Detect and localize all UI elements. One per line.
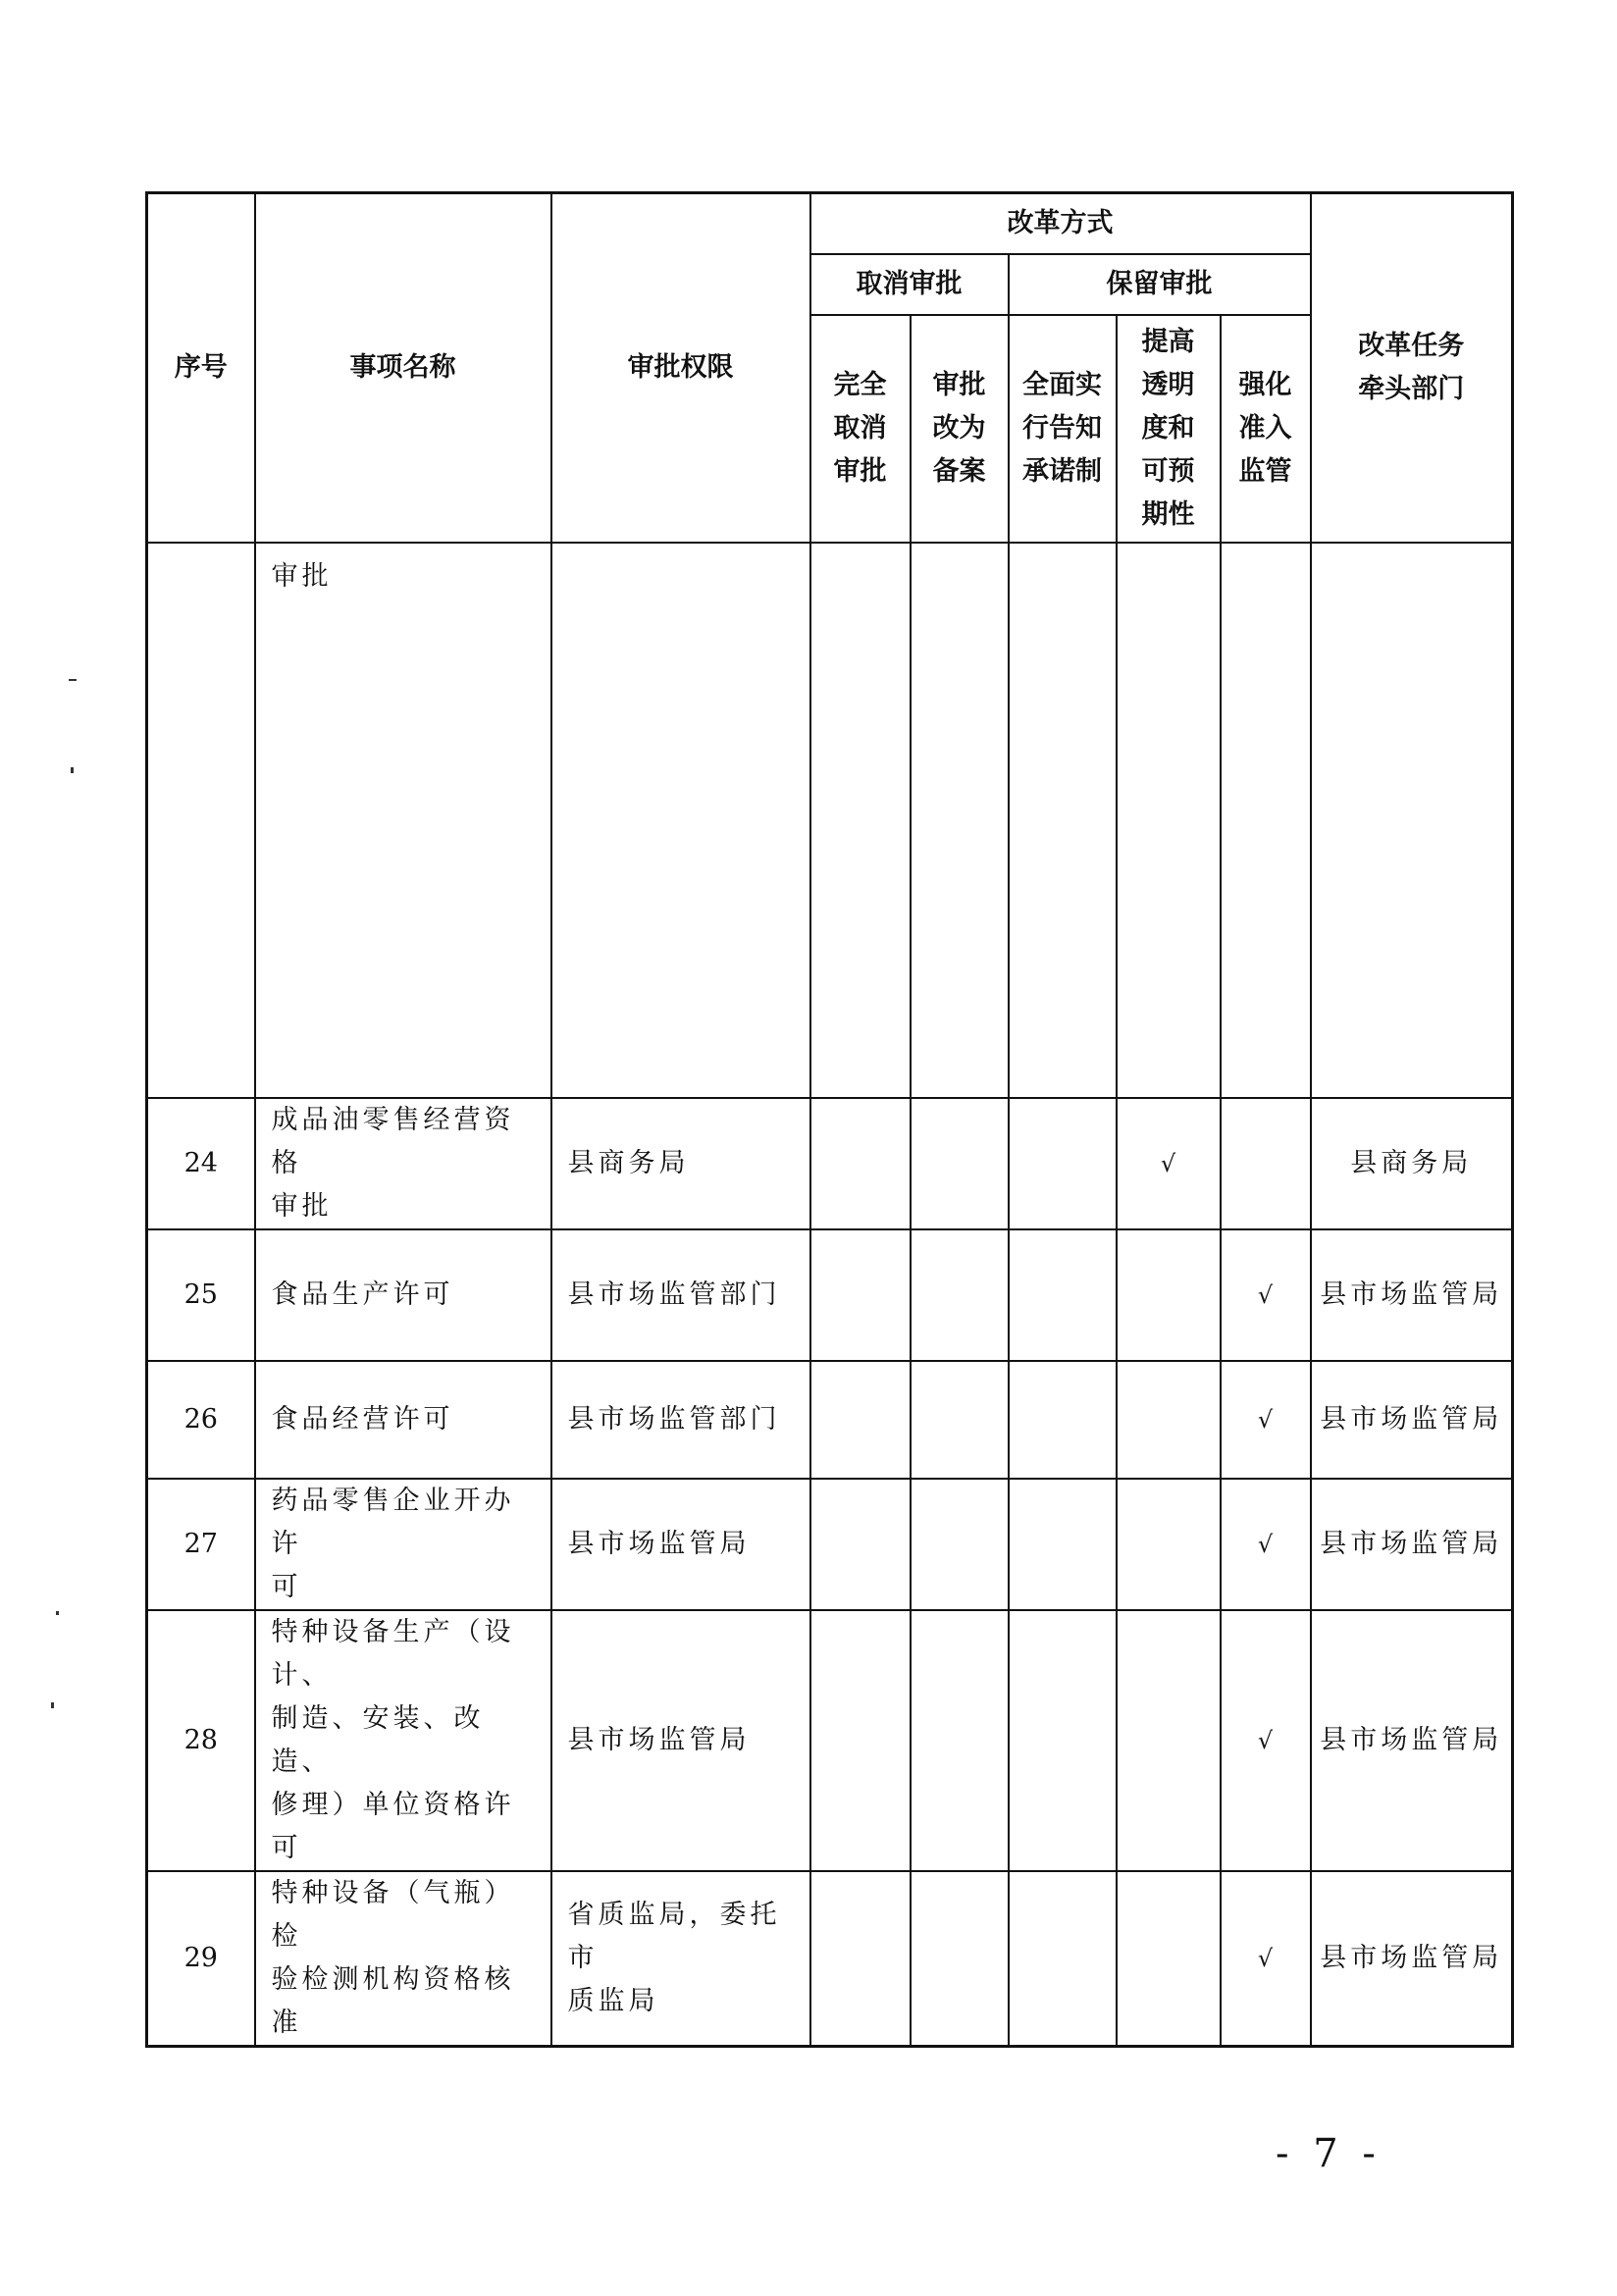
page-number: - 7 - xyxy=(1276,2131,1382,2176)
cell-item-name: 审批 xyxy=(255,543,551,1098)
authority-line: 省质监局，委托市 xyxy=(567,1899,781,1973)
cell-check xyxy=(810,1361,911,1479)
table-row xyxy=(147,1610,1513,1871)
item-name-line: 审批 xyxy=(271,1190,333,1222)
cell-authority xyxy=(551,1098,810,1229)
cell-seq: 25 xyxy=(147,1229,255,1361)
table-row xyxy=(147,1361,1513,1479)
header-lead-dept xyxy=(1311,193,1513,543)
cell-check xyxy=(1117,1361,1221,1479)
header-notification xyxy=(1009,315,1117,543)
header-line: 全面实 xyxy=(1022,369,1102,400)
authority-line: 质监局 xyxy=(567,1985,659,2016)
table-row xyxy=(147,1871,1513,2047)
header-full-cancel xyxy=(810,315,911,543)
cell-check xyxy=(810,1610,911,1871)
cell-item-name xyxy=(255,1479,551,1610)
scan-speck xyxy=(71,767,74,773)
cell-lead-dept: 县市场监管局 xyxy=(1311,1229,1513,1361)
cell-check xyxy=(1221,1098,1311,1229)
item-name-line: 药品零售企业开办许 xyxy=(271,1485,515,1559)
table-row xyxy=(147,1229,1513,1361)
header-line: 准入 xyxy=(1238,412,1292,444)
header-line: 可预 xyxy=(1141,455,1195,487)
cell-seq: 24 xyxy=(147,1098,255,1229)
header-line: 度和 xyxy=(1141,412,1195,444)
check-mark-icon: √ xyxy=(1160,1149,1176,1177)
header-transparency xyxy=(1117,315,1221,543)
header-line: 透明 xyxy=(1141,369,1195,400)
cell-empty xyxy=(911,543,1009,1098)
cell-check xyxy=(1117,1871,1221,2047)
cell-empty xyxy=(1311,543,1513,1098)
header-line: 备案 xyxy=(932,455,986,487)
check-mark-icon: √ xyxy=(1257,1726,1274,1754)
scan-speck xyxy=(51,1702,54,1708)
cell-authority xyxy=(551,1871,810,2047)
cell-check xyxy=(911,1229,1009,1361)
item-name-line: 食品经营许可 xyxy=(271,1403,454,1435)
cell-seq: 27 xyxy=(147,1479,255,1610)
cell-check xyxy=(1221,1361,1311,1479)
cell-authority xyxy=(551,1479,810,1610)
cell-check xyxy=(810,1098,911,1229)
cell-item-name xyxy=(255,1098,551,1229)
table-row xyxy=(147,1098,1513,1229)
cell-check xyxy=(1009,1361,1117,1479)
cell-check xyxy=(1009,1871,1117,2047)
header-item-name: 事项名称 xyxy=(255,193,551,543)
header-line: 审批 xyxy=(833,455,887,487)
cell-seq: 29 xyxy=(147,1871,255,2047)
authority-line: 县市场监管局 xyxy=(567,1724,751,1755)
header-line: 提高 xyxy=(1141,326,1195,357)
item-name-line: 成品油零售经营资格 xyxy=(271,1104,515,1178)
item-name-line: 可 xyxy=(271,1571,302,1602)
header-lead-dept-line: 改革任务 xyxy=(1358,330,1465,361)
cell-authority xyxy=(551,1229,810,1361)
header-seq: 序号 xyxy=(147,193,255,543)
header-line: 行告知 xyxy=(1022,412,1102,444)
header-line: 取消 xyxy=(833,412,887,444)
cell-empty xyxy=(1221,543,1311,1098)
cell-item-name xyxy=(255,1229,551,1361)
cell-check xyxy=(911,1610,1009,1871)
scan-speck xyxy=(69,679,77,681)
cell-seq: 28 xyxy=(147,1610,255,1871)
cell-item-name xyxy=(255,1871,551,2047)
cell-check xyxy=(810,1479,911,1610)
cell-empty xyxy=(810,543,911,1098)
item-name-line: 验检测机构资格核准 xyxy=(271,1963,515,2038)
cell-empty xyxy=(147,543,255,1098)
cell-empty xyxy=(1009,543,1117,1098)
check-mark-icon: √ xyxy=(1257,1280,1274,1309)
header-line: 强化 xyxy=(1238,369,1292,400)
cell-check xyxy=(810,1229,911,1361)
cell-check xyxy=(1117,1229,1221,1361)
authority-line: 县市场监管部门 xyxy=(567,1403,781,1435)
cell-check xyxy=(810,1871,911,2047)
cell-check xyxy=(1117,1098,1221,1229)
item-name-line: 制造、安装、改造、 xyxy=(271,1702,485,1777)
header-keep-approval: 保留审批 xyxy=(1009,254,1311,315)
reform-items-table xyxy=(145,191,1514,2048)
check-mark-icon: √ xyxy=(1257,1405,1274,1434)
cell-authority xyxy=(551,1610,810,1871)
header-authority: 审批权限 xyxy=(551,193,810,543)
cell-item-name xyxy=(255,1361,551,1479)
authority-line: 县商务局 xyxy=(567,1147,690,1178)
check-mark-icon: √ xyxy=(1257,1530,1274,1558)
cell-item-name xyxy=(255,1610,551,1871)
table-row xyxy=(147,1479,1513,1610)
item-name-line: 修理）单位资格许可 xyxy=(271,1789,515,1863)
check-mark-icon: √ xyxy=(1257,1944,1274,1972)
cell-check xyxy=(1221,1610,1311,1871)
cell-check xyxy=(911,1871,1009,2047)
cell-check xyxy=(1009,1229,1117,1361)
cell-lead-dept: 县市场监管局 xyxy=(1311,1479,1513,1610)
item-name-line: 特种设备（气瓶）检 xyxy=(271,1877,515,1952)
cell-check xyxy=(911,1098,1009,1229)
header-line: 改为 xyxy=(932,412,986,444)
cell-empty xyxy=(1117,543,1221,1098)
cell-empty xyxy=(551,543,810,1098)
cell-check xyxy=(1009,1610,1117,1871)
cell-check xyxy=(1117,1479,1221,1610)
authority-line: 县市场监管部门 xyxy=(567,1278,781,1310)
item-name-line: 特种设备生产（设计、 xyxy=(271,1616,515,1691)
continuation-row xyxy=(147,543,1513,1098)
authority-line: 县市场监管局 xyxy=(567,1528,751,1559)
header-lead-dept-line: 牵头部门 xyxy=(1358,373,1465,404)
header-to-filing xyxy=(911,315,1009,543)
cell-check xyxy=(1117,1610,1221,1871)
header-line: 审批 xyxy=(932,369,986,400)
cell-authority xyxy=(551,1361,810,1479)
cell-check xyxy=(1221,1229,1311,1361)
header-line: 期性 xyxy=(1141,498,1195,530)
header-line: 承诺制 xyxy=(1022,455,1102,487)
cell-check xyxy=(1221,1871,1311,2047)
header-reform-method: 改革方式 xyxy=(810,193,1311,254)
header-line: 监管 xyxy=(1238,455,1292,487)
header-supervision xyxy=(1221,315,1311,543)
cell-lead-dept: 县市场监管局 xyxy=(1311,1361,1513,1479)
cell-seq: 26 xyxy=(147,1361,255,1479)
cell-lead-dept: 县商务局 xyxy=(1311,1098,1513,1229)
cell-lead-dept: 县市场监管局 xyxy=(1311,1610,1513,1871)
scan-speck xyxy=(56,1611,59,1615)
header-cancel-approval: 取消审批 xyxy=(810,254,1009,315)
cell-check xyxy=(911,1479,1009,1610)
cell-lead-dept: 县市场监管局 xyxy=(1311,1871,1513,2047)
item-name-line: 食品生产许可 xyxy=(271,1278,454,1310)
cell-check xyxy=(1009,1098,1117,1229)
cell-check xyxy=(1221,1479,1311,1610)
header-line: 完全 xyxy=(833,369,887,400)
cell-check xyxy=(1009,1479,1117,1610)
cell-check xyxy=(911,1361,1009,1479)
